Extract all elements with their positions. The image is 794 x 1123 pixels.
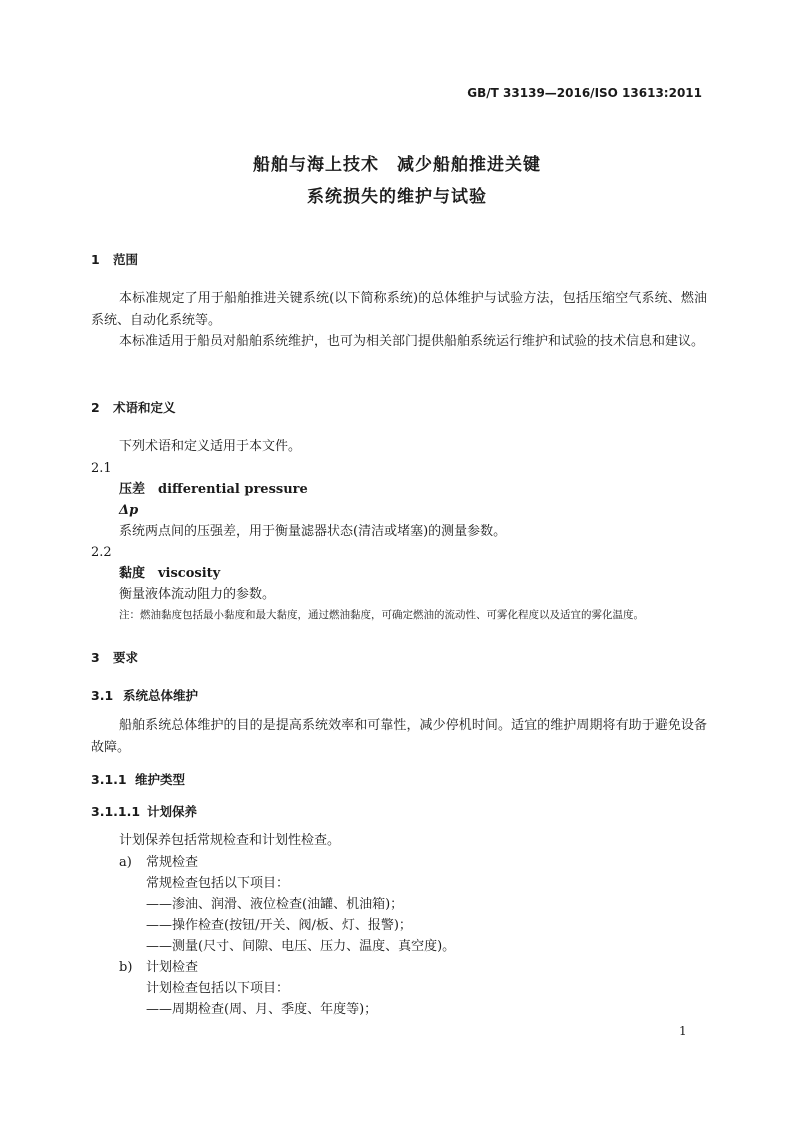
section-3-1-paragraph: 船舶系统总体维护的目的是提高系统效率和可靠性，减少停机时间。适宜的维护周期将有助于避免设备故障。 <box>91 718 707 755</box>
section-number: 3 <box>91 650 100 665</box>
list-item-a-sub-1: ——渗油、润滑、液位检查(油罐、机油箱)； <box>146 897 404 912</box>
document-code: GB/T 33139—2016/ISO 13613:2011 <box>467 86 702 100</box>
section-title: 范围 <box>113 252 139 267</box>
section-number: 3.1.1 <box>91 772 127 787</box>
list-item-a-sub-3: ——测量(尺寸、间隙、电压、压力、温度、真空度)。 <box>146 939 456 954</box>
list-item-b-label: b) <box>119 960 133 975</box>
section-3-heading <box>91 648 138 666</box>
section-number: 2 <box>91 400 100 415</box>
document-title-line2: 系统损失的维护与试验 <box>307 187 487 207</box>
section-1-paragraph-2: 本标准适用于船员对船舶系统维护，也可为相关部门提供船舶系统运行维护和试验的技术信息和建议。 <box>119 334 705 349</box>
list-item-b-title: 计划检查 <box>146 960 199 975</box>
list-item-b-sub-1: ——周期检查(周、月、季度、年度等)； <box>146 1002 378 1017</box>
section-title: 要求 <box>113 650 139 665</box>
term-2-1-number: 2.1 <box>91 461 112 476</box>
section-number: 3.1.1.1 <box>91 804 141 819</box>
section-3-1-1-heading <box>91 770 185 788</box>
list-item-a-sub-2: ——操作检查(按钮/开关、阀/板、灯、报警)； <box>146 918 412 933</box>
section-2-intro: 下列术语和定义适用于本文件。 <box>119 439 302 454</box>
term-2-2-note: 注：燃油黏度包括最小黏度和最大黏度，通过燃油黏度，可确定燃油的流动性、可雾化程度以及适宜的雾化温度。 <box>119 609 644 621</box>
list-item-a-title: 常规检查 <box>146 855 199 870</box>
section-3-1-1-1-intro: 计划保养包括常规检查和计划性检查。 <box>119 833 341 848</box>
term-2-2-name: 黏度 viscosity <box>119 566 221 581</box>
term-2-1-name: 压差 differential pressure <box>119 482 308 497</box>
section-title: 计划保养 <box>147 804 198 819</box>
section-1-heading <box>91 250 138 268</box>
section-title: 系统总体维护 <box>123 688 199 703</box>
section-number: 3.1 <box>91 688 114 703</box>
list-item-a-label: a) <box>119 855 132 870</box>
term-2-2-number: 2.2 <box>91 545 112 560</box>
term-2-1-symbol: Δp <box>119 503 139 518</box>
section-title: 术语和定义 <box>113 400 176 415</box>
list-item-a-intro: 常规检查包括以下项目： <box>146 876 290 891</box>
page-number: 1 <box>679 1024 687 1038</box>
section-title: 维护类型 <box>135 772 186 787</box>
section-1-paragraph-1: 本标准规定了用于船舶推进关键系统(以下简称系统)的总体维护与试验方法，包括压缩空气系统、燃油系统、自动化系统等。 <box>91 291 707 328</box>
term-2-1-definition: 系统两点间的压强差，用于衡量滤器状态(清洁或堵塞)的测量参数。 <box>119 524 507 539</box>
section-2-heading <box>91 398 176 416</box>
document-title-line1: 船舶与海上技术 减少船舶推进关键 <box>253 155 541 175</box>
section-number: 1 <box>91 252 100 267</box>
term-2-2-definition: 衡量液体流动阻力的参数。 <box>119 587 276 602</box>
section-3-1-1-1-heading <box>91 802 197 820</box>
section-3-1-heading <box>91 686 198 704</box>
list-item-b-intro: 计划检查包括以下项目： <box>146 981 290 996</box>
